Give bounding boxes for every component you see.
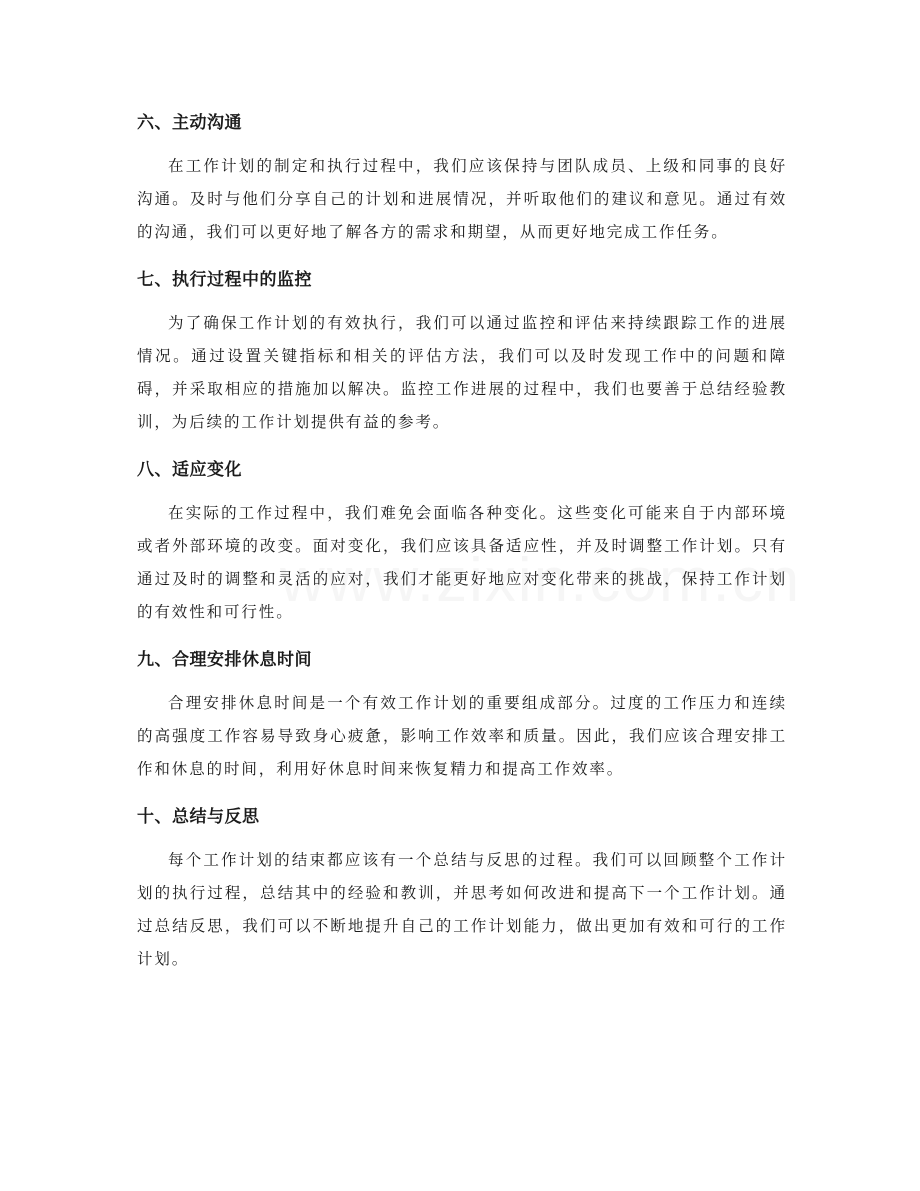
section-6 (137, 106, 787, 249)
section-paragraph: 为了确保工作计划的有效执行，我们可以通过监控和评估来持续跟踪工作的进展情况。通过设置关键指标和相关的评估方法，我们可以及时发现工作中的问题和障碍，并采取相应的措施加以解决。监控工作进展的过程中，我们也要善于总结经验教训，为后续的工作计划提供有益的参考。 (137, 314, 787, 431)
section-paragraph: 在实际的工作过程中，我们难免会面临各种变化。这些变化可能来自于内部环境或者外部环境的改变。面对变化，我们应该具备适应性，并及时调整工作计划。只有通过及时的调整和灵活的应对，我们才能更好地应对变化带来的挑战，保持工作计划的有效性和可行性。 (137, 504, 787, 621)
section-paragraph: 合理安排休息时间是一个有效工作计划的重要组成部分。过度的工作压力和连续的高强度工作容易导致身心疲惫，影响工作效率和质量。因此，我们应该合理安排工作和休息的时间，利用好休息时间来恢复精力和提高工作效率。 (137, 694, 787, 778)
section-heading: 十、总结与反思 (137, 807, 260, 827)
section-9 (137, 643, 787, 786)
section-heading: 七、执行过程中的监控 (137, 270, 312, 290)
section-heading: 六、主动沟通 (137, 113, 242, 133)
section-heading: 九、合理安排休息时间 (137, 650, 312, 670)
document-content (137, 106, 787, 990)
section-10 (137, 800, 787, 976)
section-7 (137, 263, 787, 439)
section-paragraph: 每个工作计划的结束都应该有一个总结与反思的过程。我们可以回顾整个工作计划的执行过程，总结其中的经验和教训，并思考如何改进和提高下一个工作计划。通过总结反思，我们可以不断地提升自己的工作计划能力，做出更加有效和可行的工作计划。 (137, 851, 787, 968)
section-heading: 八、适应变化 (137, 460, 242, 480)
section-paragraph: 在工作计划的制定和执行过程中，我们应该保持与团队成员、上级和同事的良好沟通。及时与他们分享自己的计划和进展情况，并听取他们的建议和意见。通过有效的沟通，我们可以更好地了解各方的需求和期望，从而更好地完成工作任务。 (137, 157, 787, 241)
section-8 (137, 453, 787, 629)
